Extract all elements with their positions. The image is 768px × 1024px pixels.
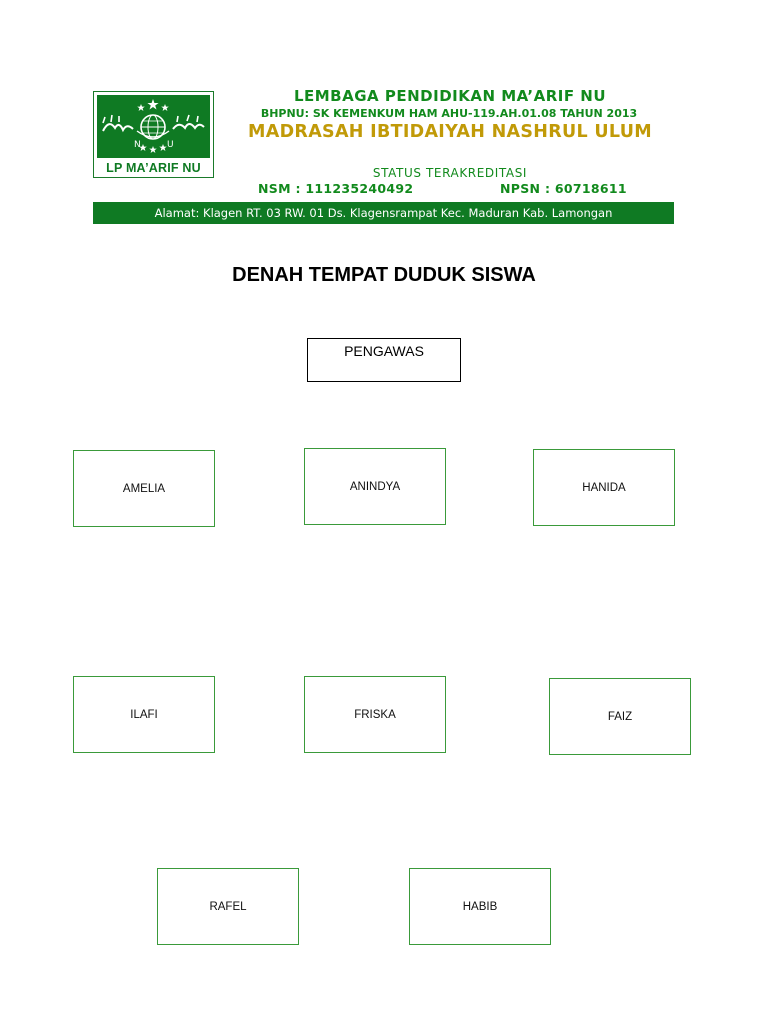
seat-box: ANINDYA [304,448,446,525]
seat-box: HABIB [409,868,551,945]
seat-box: FAIZ [549,678,691,755]
nsm-number: NSM : 111235240492 [258,181,414,196]
svg-text:N: N [134,140,141,150]
school-name: MADRASAH IBTIDAIYAH NASHRUL ULUM [248,122,652,142]
decree-line: BHPNU: SK KEMENKUM HAM AHU-119.AH.01.08 TAHUN 2013 [260,107,638,120]
seat-box: RAFEL [157,868,299,945]
page-title: DENAH TEMPAT DUDUK SISWA [232,264,536,286]
institution-name: LEMBAGA PENDIDIKAN MA’ARIF NU [293,87,607,105]
logo-text: LP MA’ARIF NU [106,161,201,175]
logo [93,91,214,178]
supervisor-box: PENGAWAS [307,338,461,382]
seat-box: AMELIA [73,450,215,527]
address-bar: Alamat: Klagen RT. 03 RW. 01 Ds. Klagensrampat Kec. Maduran Kab. Lamongan [93,202,674,224]
accreditation-status: STATUS TERAKREDITASI [372,166,528,180]
seat-box: ILAFI [73,676,215,753]
npsn-number: NPSN : 60718611 [500,181,627,196]
seat-box: HANIDA [533,449,675,526]
nu-globe-emblem-icon [97,95,210,158]
seat-box: FRISKA [304,676,446,753]
svg-text:U: U [167,140,174,150]
